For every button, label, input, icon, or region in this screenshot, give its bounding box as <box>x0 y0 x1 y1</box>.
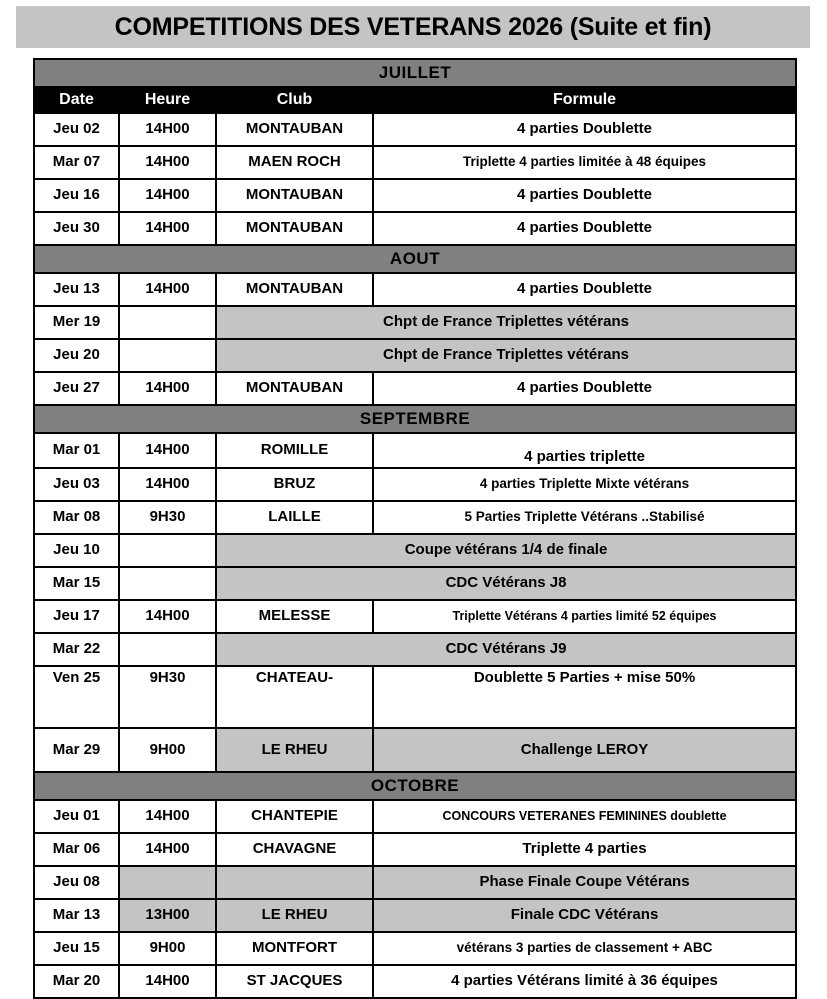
cell-heure: 9H00 <box>119 932 216 965</box>
table-row <box>34 501 796 534</box>
cell-club: LE RHEU <box>216 899 373 932</box>
month-header-row <box>34 59 796 87</box>
table-row <box>34 932 796 965</box>
cell-club: MONTAUBAN <box>216 273 373 306</box>
cell-date: Mar 29 <box>34 728 119 772</box>
table-row <box>34 468 796 501</box>
cell-date: Jeu 13 <box>34 273 119 306</box>
cell-formule: 4 parties Vétérans limité à 36 équipes <box>373 965 796 998</box>
cell-date: Jeu 08 <box>34 866 119 899</box>
cell-club: CHANTEPIE <box>216 800 373 833</box>
table-row <box>34 113 796 146</box>
table-row <box>34 273 796 306</box>
cell-date: Jeu 01 <box>34 800 119 833</box>
table-row <box>34 212 796 245</box>
cell-formule: Triplette Vétérans 4 parties limité 52 équipes <box>373 600 796 633</box>
cell-date: Jeu 15 <box>34 932 119 965</box>
cell-club: MONTAUBAN <box>216 179 373 212</box>
cell-club: CHATEAU- <box>216 666 373 728</box>
column-header-club: Club <box>216 87 373 113</box>
cell-heure: 14H00 <box>119 965 216 998</box>
cell-club: ROMILLE <box>216 433 373 468</box>
table-row <box>34 800 796 833</box>
cell-club: MONTAUBAN <box>216 212 373 245</box>
cell-date: Mar 07 <box>34 146 119 179</box>
cell-heure <box>119 866 216 899</box>
cell-formule: Finale CDC Vétérans <box>373 899 796 932</box>
cell-formule: Challenge LEROY <box>373 728 796 772</box>
cell-date: Jeu 03 <box>34 468 119 501</box>
cell-heure: 14H00 <box>119 372 216 405</box>
cell-date: Mar 08 <box>34 501 119 534</box>
cell-formule: 4 parties Doublette <box>373 372 796 405</box>
cell-heure: 13H00 <box>119 899 216 932</box>
cell-heure <box>119 306 216 339</box>
cell-heure: 14H00 <box>119 800 216 833</box>
cell-formule: CONCOURS VETERANES FEMININES doublette <box>373 800 796 833</box>
cell-heure: 9H30 <box>119 501 216 534</box>
cell-date: Jeu 20 <box>34 339 119 372</box>
cell-formule: CDC Vétérans J8 <box>216 567 796 600</box>
column-header-heure: Heure <box>119 87 216 113</box>
cell-heure <box>119 633 216 666</box>
cell-club: LE RHEU <box>216 728 373 772</box>
cell-date: Jeu 02 <box>34 113 119 146</box>
cell-club: MONTAUBAN <box>216 372 373 405</box>
cell-formule: 4 parties triplette <box>373 433 796 468</box>
cell-club: MONTFORT <box>216 932 373 965</box>
table-row <box>34 666 796 728</box>
table-row <box>34 965 796 998</box>
table-row <box>34 899 796 932</box>
cell-date: Jeu 10 <box>34 534 119 567</box>
page-title: COMPETITIONS DES VETERANS 2026 (Suite et fin) <box>114 12 712 41</box>
month-header-row <box>34 245 796 273</box>
cell-formule: Chpt de France Triplettes vétérans <box>216 339 796 372</box>
cell-formule: CDC Vétérans J9 <box>216 633 796 666</box>
cell-formule: 4 parties Doublette <box>373 113 796 146</box>
cell-date: Jeu 17 <box>34 600 119 633</box>
cell-formule: 4 parties Triplette Mixte vétérans <box>373 468 796 501</box>
cell-club: MONTAUBAN <box>216 113 373 146</box>
competitions-schedule-table <box>33 58 797 999</box>
table-row <box>34 866 796 899</box>
cell-club: ST JACQUES <box>216 965 373 998</box>
cell-formule: Doublette 5 Parties + mise 50% <box>373 666 796 728</box>
cell-formule: 4 parties Doublette <box>373 179 796 212</box>
cell-formule: 4 parties Doublette <box>373 212 796 245</box>
table-row <box>34 372 796 405</box>
cell-heure: 14H00 <box>119 600 216 633</box>
month-name: JUILLET <box>34 59 796 87</box>
table-row <box>34 306 796 339</box>
cell-formule: Chpt de France Triplettes vétérans <box>216 306 796 339</box>
cell-heure: 9H00 <box>119 728 216 772</box>
cell-heure: 9H30 <box>119 666 216 728</box>
cell-heure <box>119 339 216 372</box>
cell-heure: 14H00 <box>119 146 216 179</box>
cell-date: Jeu 30 <box>34 212 119 245</box>
cell-heure: 14H00 <box>119 179 216 212</box>
table-row <box>34 433 796 468</box>
cell-formule: Coupe vétérans 1/4 de finale <box>216 534 796 567</box>
table-row <box>34 179 796 212</box>
cell-club: CHAVAGNE <box>216 833 373 866</box>
cell-heure: 14H00 <box>119 113 216 146</box>
table-row <box>34 146 796 179</box>
cell-date: Mar 20 <box>34 965 119 998</box>
cell-heure: 14H00 <box>119 212 216 245</box>
cell-club: BRUZ <box>216 468 373 501</box>
cell-date: Jeu 16 <box>34 179 119 212</box>
cell-formule: vétérans 3 parties de classement + ABC <box>373 932 796 965</box>
cell-date: Mar 15 <box>34 567 119 600</box>
cell-date: Jeu 27 <box>34 372 119 405</box>
cell-date: Mer 19 <box>34 306 119 339</box>
cell-heure: 14H00 <box>119 468 216 501</box>
cell-club <box>216 866 373 899</box>
cell-formule: 5 Parties Triplette Vétérans ..Stabilisé <box>373 501 796 534</box>
cell-heure <box>119 567 216 600</box>
column-header-formule: Formule <box>373 87 796 113</box>
cell-date: Ven 25 <box>34 666 119 728</box>
column-header-date: Date <box>34 87 119 113</box>
table-row <box>34 600 796 633</box>
cell-heure: 14H00 <box>119 273 216 306</box>
cell-club: MAEN ROCH <box>216 146 373 179</box>
table-row <box>34 633 796 666</box>
month-name: AOUT <box>34 245 796 273</box>
cell-heure <box>119 534 216 567</box>
page-title-banner <box>16 6 810 48</box>
table-row <box>34 339 796 372</box>
cell-date: Mar 13 <box>34 899 119 932</box>
cell-heure: 14H00 <box>119 833 216 866</box>
cell-formule: 4 parties Doublette <box>373 273 796 306</box>
cell-heure: 14H00 <box>119 433 216 468</box>
table-row <box>34 567 796 600</box>
cell-date: Mar 06 <box>34 833 119 866</box>
table-row <box>34 728 796 772</box>
cell-formule: Phase Finale Coupe Vétérans <box>373 866 796 899</box>
month-name: OCTOBRE <box>34 772 796 800</box>
month-header-row <box>34 405 796 433</box>
month-name: SEPTEMBRE <box>34 405 796 433</box>
cell-club: MELESSE <box>216 600 373 633</box>
cell-formule: Triplette 4 parties limitée à 48 équipes <box>373 146 796 179</box>
month-header-row <box>34 772 796 800</box>
table-row <box>34 534 796 567</box>
column-header-row <box>34 87 796 113</box>
cell-date: Mar 01 <box>34 433 119 468</box>
table-row <box>34 833 796 866</box>
cell-club: LAILLE <box>216 501 373 534</box>
cell-date: Mar 22 <box>34 633 119 666</box>
cell-formule: Triplette 4 parties <box>373 833 796 866</box>
